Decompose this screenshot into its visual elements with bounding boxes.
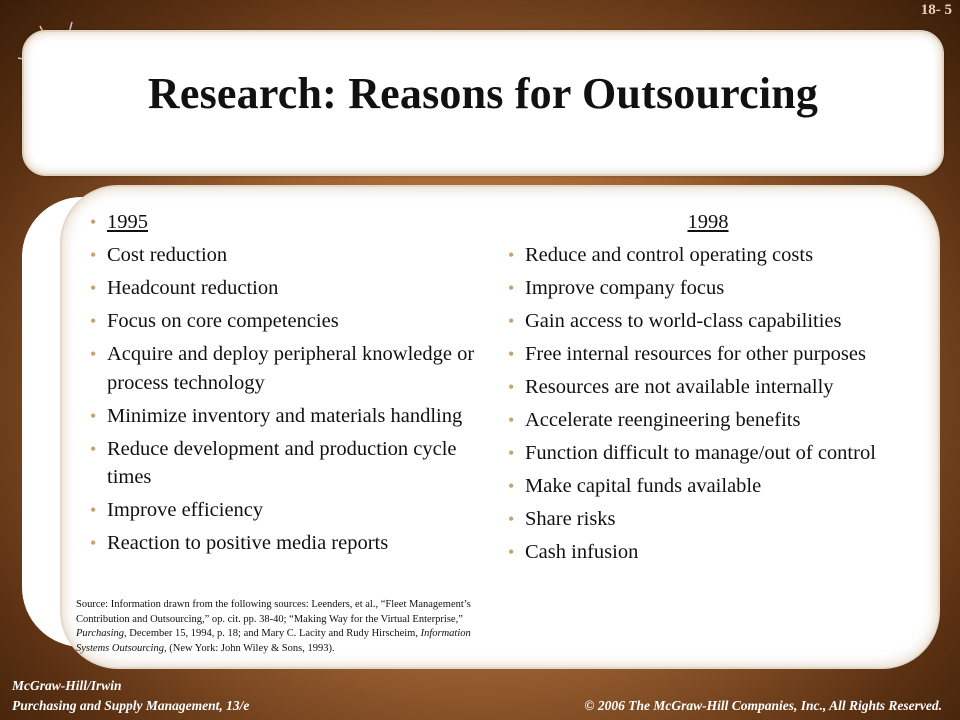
list-item: • Reduce development and production cycle times <box>90 435 480 492</box>
list-item: • Improve efficiency <box>90 496 480 525</box>
list-item: • Acquire and deploy peripheral knowledge or process technology <box>90 340 480 397</box>
bullet-icon: • <box>508 278 515 298</box>
bullet-icon: • <box>90 344 97 364</box>
list-item: • Minimize inventory and materials handling <box>90 402 480 431</box>
bullet-icon: • <box>508 476 515 496</box>
list-item: • Improve company focus <box>508 274 908 303</box>
year-heading-1998: 1998 <box>687 211 729 233</box>
slide-title: Research: Reasons for Outsourcing <box>147 69 819 118</box>
bullet-icon: • <box>508 542 515 562</box>
bullet-icon: • <box>508 410 515 430</box>
bullet-icon: • <box>90 500 97 520</box>
list-item: • Focus on core competencies <box>90 307 480 336</box>
bullet-icon: • <box>508 443 515 463</box>
footer-book-title: Purchasing and Supply Management, 13/e <box>12 698 250 713</box>
title-panel <box>22 30 944 176</box>
list-item: • Headcount reduction <box>90 274 480 303</box>
list-item: • Cost reduction <box>90 241 480 270</box>
slide-number: 18- 5 <box>920 2 952 18</box>
bullet-icon: • <box>508 245 515 265</box>
bullet-icon: • <box>90 405 97 426</box>
bullet-icon: • <box>90 245 97 265</box>
list-item: • Function difficult to manage/out of control <box>508 439 908 468</box>
bullet-icon: • <box>90 438 97 459</box>
source-citation: Source: Information drawn from the following sources: Leenders, et al., “Fleet Management’s Contribution and Outsourcing,” op. cit. pp. 38-40; “Making Way for the Virtual Enterprise,” Purchasing, December 15, 1994, p. 18; and Mary C. Lacity and Rudy Hirscheim, Information Systems Outsourcing, (New York: John Wiley & Sons, 1993). <box>76 599 471 654</box>
footer-copyright: © 2006 The McGraw-Hill Companies, Inc., All Rights Reserved. <box>584 698 942 713</box>
bullet-icon: • <box>508 311 515 331</box>
list-item: • Reaction to positive media reports <box>90 529 480 558</box>
bullet-icon: • <box>90 278 97 298</box>
column-1998 <box>508 208 908 571</box>
list-item: • Resources are not available internally <box>508 373 908 402</box>
list-item: • Cash infusion <box>508 538 908 567</box>
list-item: • Make capital funds available <box>508 472 908 501</box>
footer-publisher-block <box>12 676 249 716</box>
year-heading-1995: • 1995 <box>90 208 480 237</box>
list-item: • Free internal resources for other purposes <box>508 340 908 369</box>
list-item: • Gain access to world-class capabilities <box>508 307 908 336</box>
bullet-icon: • <box>508 377 515 397</box>
footer-publisher: McGraw-Hill/Irwin <box>12 678 122 693</box>
list-item: • Accelerate reengineering benefits <box>508 406 908 435</box>
bullet-icon: • <box>90 533 97 553</box>
bullet-icon: • <box>90 212 97 232</box>
bullet-icon: • <box>508 344 515 364</box>
bullet-icon: • <box>90 311 97 331</box>
bullet-icon: • <box>508 509 515 529</box>
list-item: • Reduce and control operating costs <box>508 241 908 270</box>
list-item: • Share risks <box>508 505 908 534</box>
column-1995 <box>90 208 480 562</box>
